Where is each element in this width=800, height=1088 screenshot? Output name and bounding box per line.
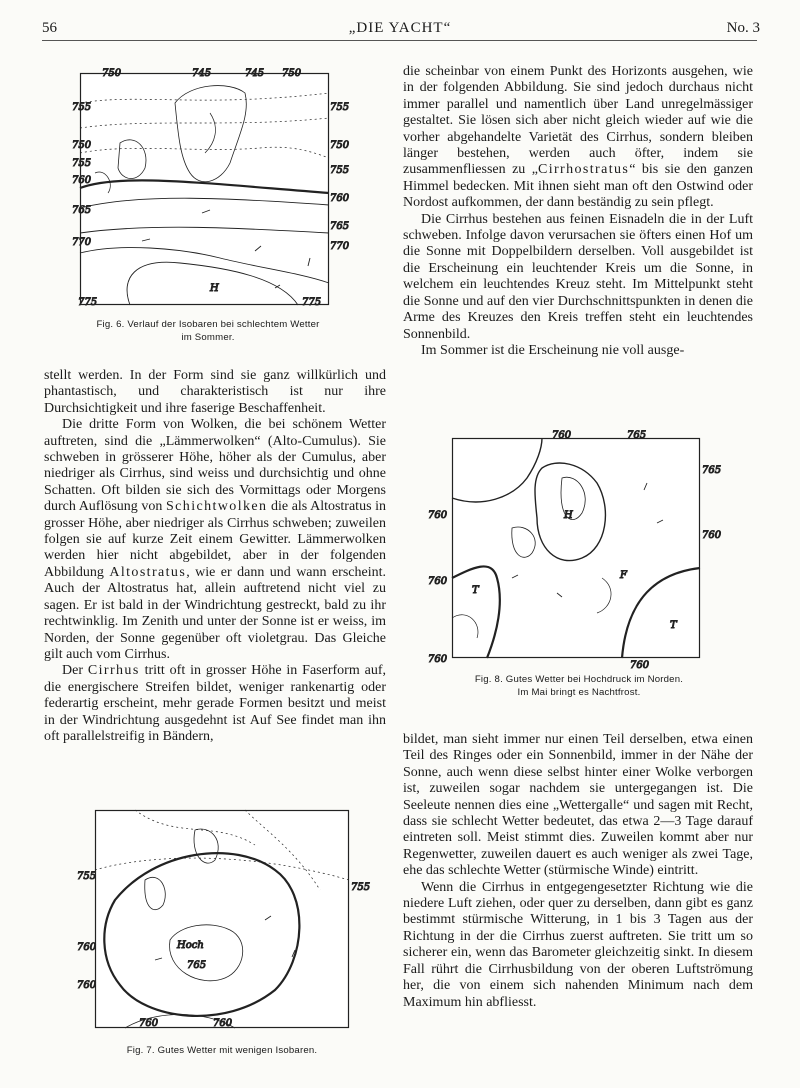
paragraph	[403, 64, 753, 212]
isobar-label: 745	[192, 68, 212, 79]
figure-8-caption	[450, 673, 708, 699]
issue-number: No. 3	[726, 20, 760, 36]
journal-title: „DIE YACHT“	[348, 20, 452, 36]
high-pressure-label: H	[210, 283, 219, 294]
high-pressure-label: Hoch	[177, 940, 204, 951]
paragraph	[44, 663, 386, 745]
map-label: F	[620, 570, 627, 581]
emphasis: Cirrhus	[87, 663, 140, 679]
isobar-label: 755	[330, 102, 350, 113]
right-column-top	[403, 64, 753, 359]
caption-line: Im Mai bringt es Nachtfrost.	[517, 687, 641, 698]
header-rule	[42, 40, 757, 41]
isobar-label: 770	[330, 241, 350, 252]
caption-line: im Sommer.	[181, 332, 235, 343]
paragraph: stellt werden. In der Form sind sie ganz willkürlich und phantastisch, und charakteristisch ist nur ihre Durchsichtigkeit und ihre faserige Beschaffenheit.	[44, 368, 386, 416]
isobar-label: 765	[330, 221, 350, 232]
figure-6-caption	[72, 318, 344, 344]
text-run: tritt oft in grosser Höhe in Faserform auf, die energischere Streifen bildet, weniger rankenartig oder federartig erscheint, mehr gerade Formen besitzt und meist in der Windrichtung ausgedehnt ist Auf See findet man ihn oft parallelstreifig in Bändern,	[44, 663, 386, 744]
emphasis: Schichtwolken	[166, 499, 268, 515]
isobar-label: 765	[702, 465, 722, 476]
text-run: die scheinbar von einem Punkt des Horizonts ausgehen, wie in der folgenden Abbildung. Sie sind jedoch durchaus nicht immer parallel und namentlich über Land unregelmässiger gestaltet. Sie lösen sich aber nicht gleich wieder auf wie die vorher abgehandelte Varietät des Cirrhus, sondern bleiben länger bestehen, werden auch öfter, indem sie zusammenfliessen zu „	[403, 64, 753, 178]
isobar-label: 760	[630, 660, 650, 671]
isobar-label: 745	[245, 68, 265, 79]
isobar-label: 755	[77, 871, 97, 882]
figure-6-map	[72, 68, 350, 308]
isobar-label: 760	[428, 510, 448, 521]
text-run: “ bis sie den ganzen Himmel bedecken. Mit ihnen sieht man oft den Ostwind oder Nordost aufkommen, der dann beständig zu sein pflegt.	[403, 162, 753, 211]
isobar-label: 765	[627, 430, 647, 441]
isobar-label: 760	[552, 430, 572, 441]
paragraph	[44, 417, 386, 663]
isobar-label: 760	[77, 942, 97, 953]
page-number: 56	[42, 20, 57, 36]
isobar-label: 755	[330, 165, 350, 176]
isobar-label: 760	[77, 980, 97, 991]
isobar-label: 760	[213, 1018, 233, 1029]
isobar-label: 760	[428, 576, 448, 587]
text-run: Die dritte Form von Wolken, die bei schönem Wetter auftreten, sind die „Lämmerwolken“ (Alto-Cumulus). Sie schweben in grösserer Höhe, höher als der Cumulus, aber niedriger als Cirrhus, sind weiss und durchsichtig und ohne Schatten. Oft bilden sie sich des Vormittags oder Morgens durch Auflösung von	[44, 417, 386, 515]
figure-7-caption: Fig. 7. Gutes Wetter mit wenigen Isobaren.	[126, 1045, 318, 1056]
paragraph: bildet, man sieht immer nur einen Teil derselben, etwa einen Teil des Ringes oder ein Sonnenbild, immer in der Nähe der Sonne, auch wenn diese selbst hinter einer Wolke verborgen ist, zuweilen sogar nachdem sie untergegangen ist. Die Seeleute nennen dies eine „Wettergalle“ und sagen mit Recht, dass sie schlecht Wetter bedeutet, das etwa 2—3 Tage darauf eintreten soll. Meist stimmt dies. Zuweilen kommt aber nur Regenwetter, zuweilen dauert es auch weniger als zwei Tage, ehe das schlechte Wetter (stürmische Winde) eintritt.	[403, 732, 753, 879]
left-column	[44, 368, 386, 745]
isobar-label: 750	[282, 68, 302, 79]
isobar-label: 755	[72, 158, 92, 169]
paragraph: Im Sommer ist die Erscheinung nie voll ausge-	[421, 342, 685, 358]
text-run: , wie er dann und wann erscheint. Auch der Altostratus hat, allein auftretend nicht viel zu sagen. Er ist bald in der Windrichtung gestreckt, bald zu ihr rechtwinklig. Im Zenith und unter der Sonne ist er weiss, im Norden, der Sonne gegenüber oft violetgrau. Das Gleiche gilt auch vom Cirrhus.	[44, 564, 386, 662]
caption-line: Fig. 8. Gutes Wetter bei Hochdruck im Norden.	[474, 674, 684, 685]
isobar-label: 750	[102, 68, 122, 79]
figure-8-map	[428, 430, 722, 671]
isobar-label: 760	[72, 175, 92, 186]
figure-7-map	[77, 810, 371, 1029]
isobar-label: 750	[72, 140, 92, 151]
isobar-label: 760	[330, 193, 350, 204]
low-pressure-label: T	[670, 620, 677, 631]
emphasis: Cirrhostratus	[537, 162, 630, 178]
isobar-label: 755	[351, 882, 371, 893]
text-run: die als Altostratus in grosser Höhe, aber niedriger als Cirrhus schweben; zuweilen folgen sie auf kurze Zeit einem Gewitter. Lämmerwolken werden hier nicht abgebildet, aber in der folgenden Abbildung	[44, 499, 387, 580]
emphasis: Altostratus	[109, 564, 187, 580]
paragraph: Die Cirrhus bestehen aus feinen Eisnadeln die in der Luft schweben. Infolge davon verursachen sie öfters einen Hof um die Sonne mit Doppelbildern derselben. Voll ausgebildet ist die Erscheinung ein leuchtender Kreis um die Sonne, in welchem ein leuchtendes Kreuz steht. Im Mittelpunkt steht die Sonne und auf den vier Durchschnittspunkten in denen die Arme des Kreuzes den Kreis treffen steht ein leuchtendes Sonnenbild.	[403, 211, 753, 342]
right-column-bottom	[403, 732, 753, 1011]
caption-line: Fig. 6. Verlauf der Isobaren bei schlechtem Wetter	[96, 319, 320, 330]
text-run: Der	[62, 663, 88, 679]
isobar-label: 760	[428, 654, 448, 665]
isobar-label: 775	[78, 297, 98, 308]
isobar-label: 770	[72, 237, 92, 248]
isobar-label: 760	[139, 1018, 159, 1029]
isobar-label: 760	[702, 530, 722, 541]
isobar-label: 775	[302, 297, 322, 308]
isobar-label: 765	[72, 205, 92, 216]
high-pressure-label: H	[564, 510, 573, 521]
isobar-label: 750	[330, 140, 350, 151]
isobar-label: 765	[187, 960, 207, 971]
low-pressure-label: T	[472, 585, 479, 596]
isobar-label: 755	[72, 102, 92, 113]
paragraph: Wenn die Cirrhus in entgegengesetzter Richtung wie die niedere Luft ziehen, oder quer zu derselben, dann gibt es ganz bestimmt stürmische Witterung, in 1 bis 3 Tagen aus der Richtung in der die Cirrhus zuerst auftreten. Sie tritt um so sicherer ein, wenn das Barometer gleichzeitig sinkt. In diesem Fall rührt die Cirrhusbildung von der oberen Luftströmung her, die von einem sich nahenden Minimum nach dem Maximum hin abfliesst.	[403, 879, 753, 1010]
